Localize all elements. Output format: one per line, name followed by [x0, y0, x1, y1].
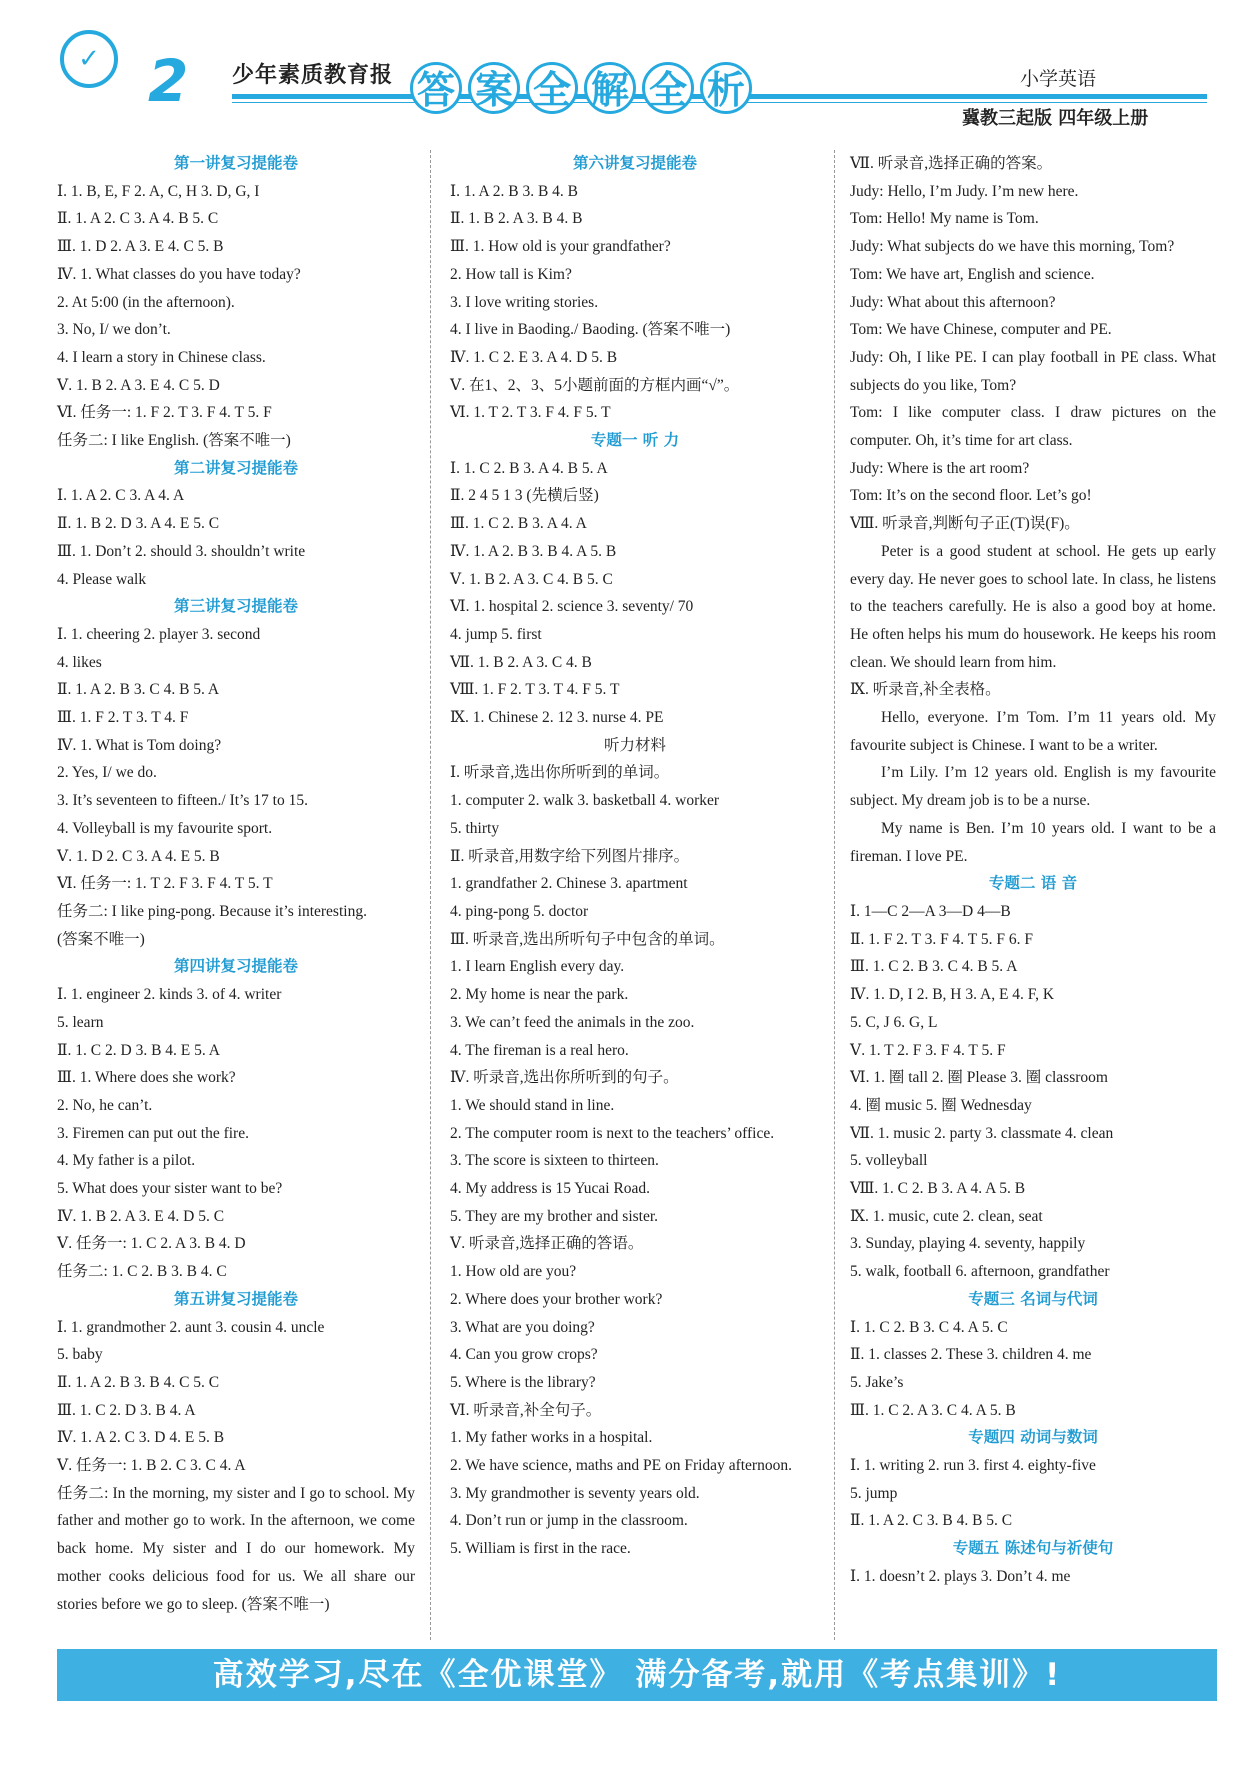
section-heading: 第六讲复习提能卷 [572, 154, 697, 172]
section-heading: 第四讲复习提能卷 [173, 957, 298, 976]
answer-paragraph: 2. The computer room is next to the teachers’ office. [450, 1124, 775, 1142]
answer-line: 2. At 5:00 (in the afternoon). [57, 293, 235, 311]
answer-paragraph: Tom: It’s on the second floor. Let’s go! [850, 487, 1092, 505]
answer-line: 5. thirty [450, 819, 500, 837]
answer-line: Ⅷ. 1. C 2. B 3. A 4. A 5. B [850, 1180, 1026, 1198]
answer-paragraph: 2. We have science, maths and PE on Friday afternoon. [450, 1457, 792, 1475]
answer-line: Ⅱ. 1. A 2. B 3. C 4. B 5. A [57, 681, 220, 699]
answer-line: Ⅴ. 听录音,选择正确的答语。 [450, 1235, 644, 1253]
newspaper-logo-icon: ✓ [60, 30, 118, 88]
answer-line: Ⅷ. 1. F 2. T 3. T 4. F 5. T [450, 681, 620, 699]
answer-line: 4. Please walk [57, 570, 147, 588]
answer-line: Ⅷ. 听录音,判断句子正(T)误(F)。 [850, 515, 1080, 533]
answer-line: Ⅴ. 1. D 2. C 3. A 4. E 5. B [57, 847, 220, 865]
answer-line: Ⅵ. 任务一: 1. T 2. F 3. F 4. T 5. T [57, 875, 273, 893]
answer-line: 5. Where is the library? [450, 1373, 596, 1391]
section-heading: 第三讲复习提能卷 [173, 597, 298, 616]
answer-line: 3. Sunday, playing 4. seventy, happily [850, 1235, 1086, 1253]
answer-line: 5. baby [57, 1346, 103, 1364]
answer-paragraph: 任务二: In the morning, my sister and I go to school. My father and mother go to work. In the afternoon, we come back home. My sister and I do our homework. My mother cooks delicious food for us. We all share our stories before we go to sleep. (答案不唯一) [57, 1484, 415, 1613]
answer-paragraph: Judy: Hello, I’m Judy. I’m new here. [850, 182, 1079, 200]
answer-line: Ⅱ. 1. C 2. D 3. B 4. E 5. A [57, 1041, 220, 1059]
answer-line: Ⅲ. 1. F 2. T 3. T 4. F [57, 709, 189, 727]
answer-line: Ⅴ. 在1、2、3、5小题前面的方框内画“√”。 [450, 376, 740, 394]
section-heading: 专题一 听 力 [590, 431, 680, 450]
title-char: 全 [526, 62, 578, 114]
answer-line: Ⅲ. 1. How old is your grandfather? [450, 238, 671, 256]
answer-line: 1. grandfather 2. Chinese 3. apartment [450, 875, 688, 893]
section-heading: 专题四 动词与数词 [968, 1428, 1098, 1447]
answer-line: 4. Don’t run or jump in the classroom. [450, 1512, 688, 1530]
answer-line: 1. My father works in a hospital. [450, 1429, 653, 1447]
section-heading: 第五讲复习提能卷 [173, 1289, 298, 1308]
section-heading: 专题三 名词与代词 [968, 1289, 1098, 1308]
answer-line: Ⅲ. 1. Don’t 2. should 3. shouldn’t write [57, 542, 306, 560]
answer-line: Ⅰ. 1. engineer 2. kinds 3. of 4. writer [57, 986, 282, 1004]
answer-line: Ⅰ. 1. C 2. B 3. A 4. B 5. A [450, 459, 608, 477]
answer-paragraph: Tom: We have Chinese, computer and PE. [850, 321, 1112, 339]
answer-line: Ⅱ. 2 4 5 1 3 (先横后竖) [450, 487, 599, 505]
answer-line: Ⅵ. 听录音,补全句子。 [450, 1401, 602, 1419]
section-title [410, 62, 752, 114]
listening-paragraph: Hello, everyone. I’m Tom. I’m 11 years old. My favourite subject is Chinese. I want to be a writer. [850, 709, 1216, 754]
answer-line: 1. I learn English every day. [450, 958, 625, 976]
title-char: 案 [468, 62, 520, 114]
answer-paragraph: Tom: Hello! My name is Tom. [850, 210, 1039, 228]
answer-line: Ⅴ. 任务一: 1. B 2. C 3. C 4. A [57, 1457, 246, 1475]
answer-line: Ⅰ. 1. doesn’t 2. plays 3. Don’t 4. me [850, 1567, 1071, 1585]
answer-line: Ⅰ. 1. A 2. B 3. B 4. B [450, 182, 578, 200]
answer-line: Ⅰ. 听录音,选出你所听到的单词。 [450, 764, 670, 782]
answer-line: Ⅳ. 1. What is Tom doing? [57, 736, 222, 754]
section-heading: 专题二 语 音 [988, 874, 1078, 893]
answer-line: 5. Jake’s [850, 1373, 904, 1391]
answer-line: Ⅳ. 1. A 2. C 3. D 4. E 5. B [57, 1429, 225, 1447]
answer-line: Ⅲ. 1. D 2. A 3. E 4. C 5. B [57, 238, 224, 256]
answer-line: 4. The fireman is a real hero. [450, 1041, 629, 1059]
answer-line: Ⅱ. 1. A 2. B 3. B 4. C 5. C [57, 1373, 220, 1391]
answer-line: 任务二: I like ping-pong. Because it’s interesting. [57, 902, 367, 920]
column-divider [430, 150, 431, 1640]
answer-line: 5. What does your sister want to be? [57, 1180, 283, 1198]
answer-line: Ⅶ. 听录音,选择正确的答案。 [850, 155, 1053, 172]
answer-line: 3. My grandmother is seventy years old. [450, 1484, 700, 1502]
answer-line: Ⅸ. 1. music, cute 2. clean, seat [850, 1207, 1043, 1225]
page-number: 2 [148, 47, 189, 115]
answer-line: Ⅱ. 1. A 2. C 3. A 4. B 5. C [57, 210, 219, 228]
answer-line: 4. likes [57, 653, 102, 671]
answer-column-1 [57, 150, 415, 1618]
answer-line: Ⅸ. 1. Chinese 2. 12 3. nurse 4. PE [450, 709, 664, 727]
answer-line: Ⅳ. 1. D, I 2. B, H 3. A, E 4. F, K [850, 986, 1055, 1004]
answer-line: 1. We should stand in line. [450, 1096, 615, 1114]
listening-paragraph: I’m Lily. I’m 12 years old. English is my favourite subject. My dream job is to be a nurse. [850, 764, 1216, 810]
answer-paragraph: Judy: Oh, I like PE. I can play football in PE class. What subjects do you like, Tom? [850, 348, 1216, 394]
answer-line: Ⅳ. 1. What classes do you have today? [57, 265, 301, 283]
answer-line: 3. Firemen can put out the fire. [57, 1124, 249, 1142]
answer-line: 5. volleyball [850, 1152, 928, 1170]
answer-line: Ⅳ. 1. B 2. A 3. E 4. D 5. C [57, 1207, 225, 1225]
answer-line: Ⅶ. 1. music 2. party 3. classmate 4. clean [850, 1124, 1114, 1142]
answer-line: 4. Volleyball is my favourite sport. [57, 819, 273, 837]
answer-line: 3. I love writing stories. [450, 293, 599, 311]
title-char: 答 [410, 62, 462, 114]
answer-line: 5. walk, football 6. afternoon, grandfather [850, 1263, 1110, 1281]
answer-line: 5. learn [57, 1013, 104, 1031]
answer-line: Ⅲ. 1. C 2. A 3. C 4. A 5. B [850, 1401, 1016, 1419]
answer-line: 5. William is first in the race. [450, 1540, 631, 1558]
answer-line: Ⅲ. 1. C 2. B 3. C 4. B 5. A [850, 958, 1018, 976]
answer-line: 4. ping-pong 5. doctor [450, 902, 589, 920]
answer-line: Ⅰ. 1—C 2—A 3—D 4—B [850, 902, 1011, 920]
answer-paragraph: Judy: Where is the art room? [850, 459, 1030, 477]
answer-line: Ⅴ. 1. B 2. A 3. C 4. B 5. C [450, 570, 613, 588]
answer-line: Ⅲ. 1. Where does she work? [57, 1069, 236, 1087]
answer-line: Ⅴ. 1. B 2. A 3. E 4. C 5. D [57, 376, 220, 394]
answer-line: Ⅵ. 1. T 2. T 3. F 4. F 5. T [450, 404, 611, 422]
answer-line: Ⅱ. 听录音,用数字给下列图片排序。 [450, 847, 690, 865]
answer-line: 3. We can’t feed the animals in the zoo. [450, 1013, 695, 1031]
answer-line: Ⅴ. 1. T 2. F 3. F 4. T 5. F [850, 1041, 1006, 1059]
answer-line: 任务二: I like English. (答案不唯一) [57, 432, 291, 450]
column-divider [834, 150, 835, 1640]
answer-line: Ⅰ. 1. writing 2. run 3. first 4. eighty-five [850, 1457, 1096, 1475]
listening-paragraph: Peter is a good student at school. He gets up early every day. He never goes to school late. In class, he listens to the teachers carefully. He is also a good boy at home. He often helps his mum do housework. He keeps his room clean. We should learn from him. [850, 542, 1216, 671]
answer-line: Ⅳ. 1. C 2. E 3. A 4. D 5. B [450, 348, 618, 366]
answer-line: Ⅳ. 1. A 2. B 3. B 4. A 5. B [450, 542, 617, 560]
answer-line: 4. Can you grow crops? [450, 1346, 598, 1364]
answer-line: 4. jump 5. first [450, 625, 542, 643]
answer-line: Ⅰ. 1. B, E, F 2. A, C, H 3. D, G, I [57, 182, 260, 200]
answer-paragraph: Judy: What about this afternoon? [850, 293, 1056, 311]
answer-line: 4. My address is 15 Yucai Road. [450, 1180, 651, 1198]
answer-line: Ⅱ. 1. B 2. A 3. B 4. B [450, 210, 583, 228]
answer-line: 2. How tall is Kim? [450, 265, 572, 283]
footer-slogan: 高效学习,尽在《全优课堂》 满分备考,就用《考点集训》! [57, 1649, 1217, 1701]
answer-line: 3. It’s seventeen to fifteen./ It’s 17 to 15. [57, 792, 308, 810]
answer-line: 1. How old are you? [450, 1263, 577, 1281]
title-char: 全 [642, 62, 694, 114]
answer-line: Ⅰ. 1. cheering 2. player 3. second [57, 625, 261, 643]
answer-column-2 [450, 150, 820, 1563]
title-char: 析 [700, 62, 752, 114]
subject-label: 小学英语 [1020, 68, 1097, 90]
answer-line: Ⅵ. 1. hospital 2. science 3. seventy/ 70 [450, 598, 694, 616]
answer-line: 4. 圈 music 5. 圈 Wednesday [850, 1096, 1032, 1114]
answer-line: 2. Yes, I/ we do. [57, 764, 157, 782]
answer-paragraph: Tom: I like computer class. I draw pictures on the computer. Oh, it’s time for art class. [850, 404, 1216, 450]
answer-line: Ⅰ. 1. C 2. B 3. C 4. A 5. C [850, 1318, 1008, 1336]
answer-line: 任务二: 1. C 2. B 3. B 4. C [57, 1263, 227, 1281]
answer-line: Ⅸ. 听录音,补全表格。 [850, 681, 1001, 699]
listening-paragraph: My name is Ben. I’m 10 years old. I want to be a fireman. I love PE. [850, 819, 1216, 865]
title-char: 解 [584, 62, 636, 114]
answer-line: 4. I learn a story in Chinese class. [57, 348, 266, 366]
answer-line: Ⅱ. 1. classes 2. These 3. children 4. me [850, 1346, 1092, 1364]
answer-paragraph: Tom: We have art, English and science. [850, 265, 1095, 283]
section-heading: 专题五 陈述句与祈使句 [952, 1539, 1114, 1558]
answer-line: Ⅱ. 1. F 2. T 3. F 4. T 5. F 6. F [850, 930, 1033, 948]
answer-line: (答案不唯一) [57, 930, 145, 948]
answer-line: 2. No, he can’t. [57, 1096, 153, 1114]
answer-line: 5. They are my brother and sister. [450, 1207, 659, 1225]
answer-line: Ⅰ. 1. A 2. C 3. A 4. A [57, 487, 185, 505]
subsection-heading: 听力材料 [603, 735, 666, 754]
answer-line: 3. What are you doing? [450, 1318, 595, 1336]
answer-line: 2. My home is near the park. [450, 986, 629, 1004]
answer-line: Ⅵ. 任务一: 1. F 2. T 3. F 4. T 5. F [57, 404, 272, 422]
answer-line: Ⅲ. 1. C 2. B 3. A 4. A [450, 515, 587, 533]
answer-line: Ⅵ. 1. 圈 tall 2. 圈 Please 3. 圈 classroom [850, 1069, 1108, 1087]
answer-line: 4. My father is a pilot. [57, 1152, 196, 1170]
answer-line: Ⅰ. 1. grandmother 2. aunt 3. cousin 4. uncle [57, 1318, 325, 1336]
newspaper-name: 少年素质教育报 [232, 63, 394, 88]
answer-line: 4. I live in Baoding./ Baoding. (答案不唯一) [450, 321, 731, 339]
answer-line: Ⅴ. 任务一: 1. C 2. A 3. B 4. D [57, 1235, 246, 1253]
answer-paragraph: Judy: What subjects do we have this morning, Tom? [850, 238, 1175, 256]
answer-line: Ⅲ. 1. C 2. D 3. B 4. A [57, 1401, 196, 1419]
answer-line: 5. C, J 6. G, L [850, 1013, 938, 1031]
edition-label: 冀教三起版 四年级上册 [962, 108, 1149, 129]
answer-line: 1. computer 2. walk 3. basketball 4. worker [450, 792, 720, 810]
answer-line: Ⅱ. 1. B 2. D 3. A 4. E 5. C [57, 515, 220, 533]
answer-line: Ⅲ. 听录音,选出所听句子中包含的单词。 [450, 930, 725, 948]
answer-line: 5. jump [850, 1484, 898, 1502]
section-heading: 第二讲复习提能卷 [173, 458, 298, 477]
answer-line: 3. No, I/ we don’t. [57, 321, 171, 339]
answer-line: Ⅱ. 1. A 2. C 3. B 4. B 5. C [850, 1512, 1013, 1530]
answer-line: 2. Where does your brother work? [450, 1290, 663, 1308]
answer-line: Ⅶ. 1. B 2. A 3. C 4. B [450, 653, 592, 671]
answer-column-3 [850, 150, 1216, 1591]
answer-line: Ⅳ. 听录音,选出你所听到的句子。 [450, 1069, 679, 1087]
answer-line: 3. The score is sixteen to thirteen. [450, 1152, 659, 1170]
section-heading: 第一讲复习提能卷 [173, 154, 298, 172]
page-header [0, 0, 1250, 140]
